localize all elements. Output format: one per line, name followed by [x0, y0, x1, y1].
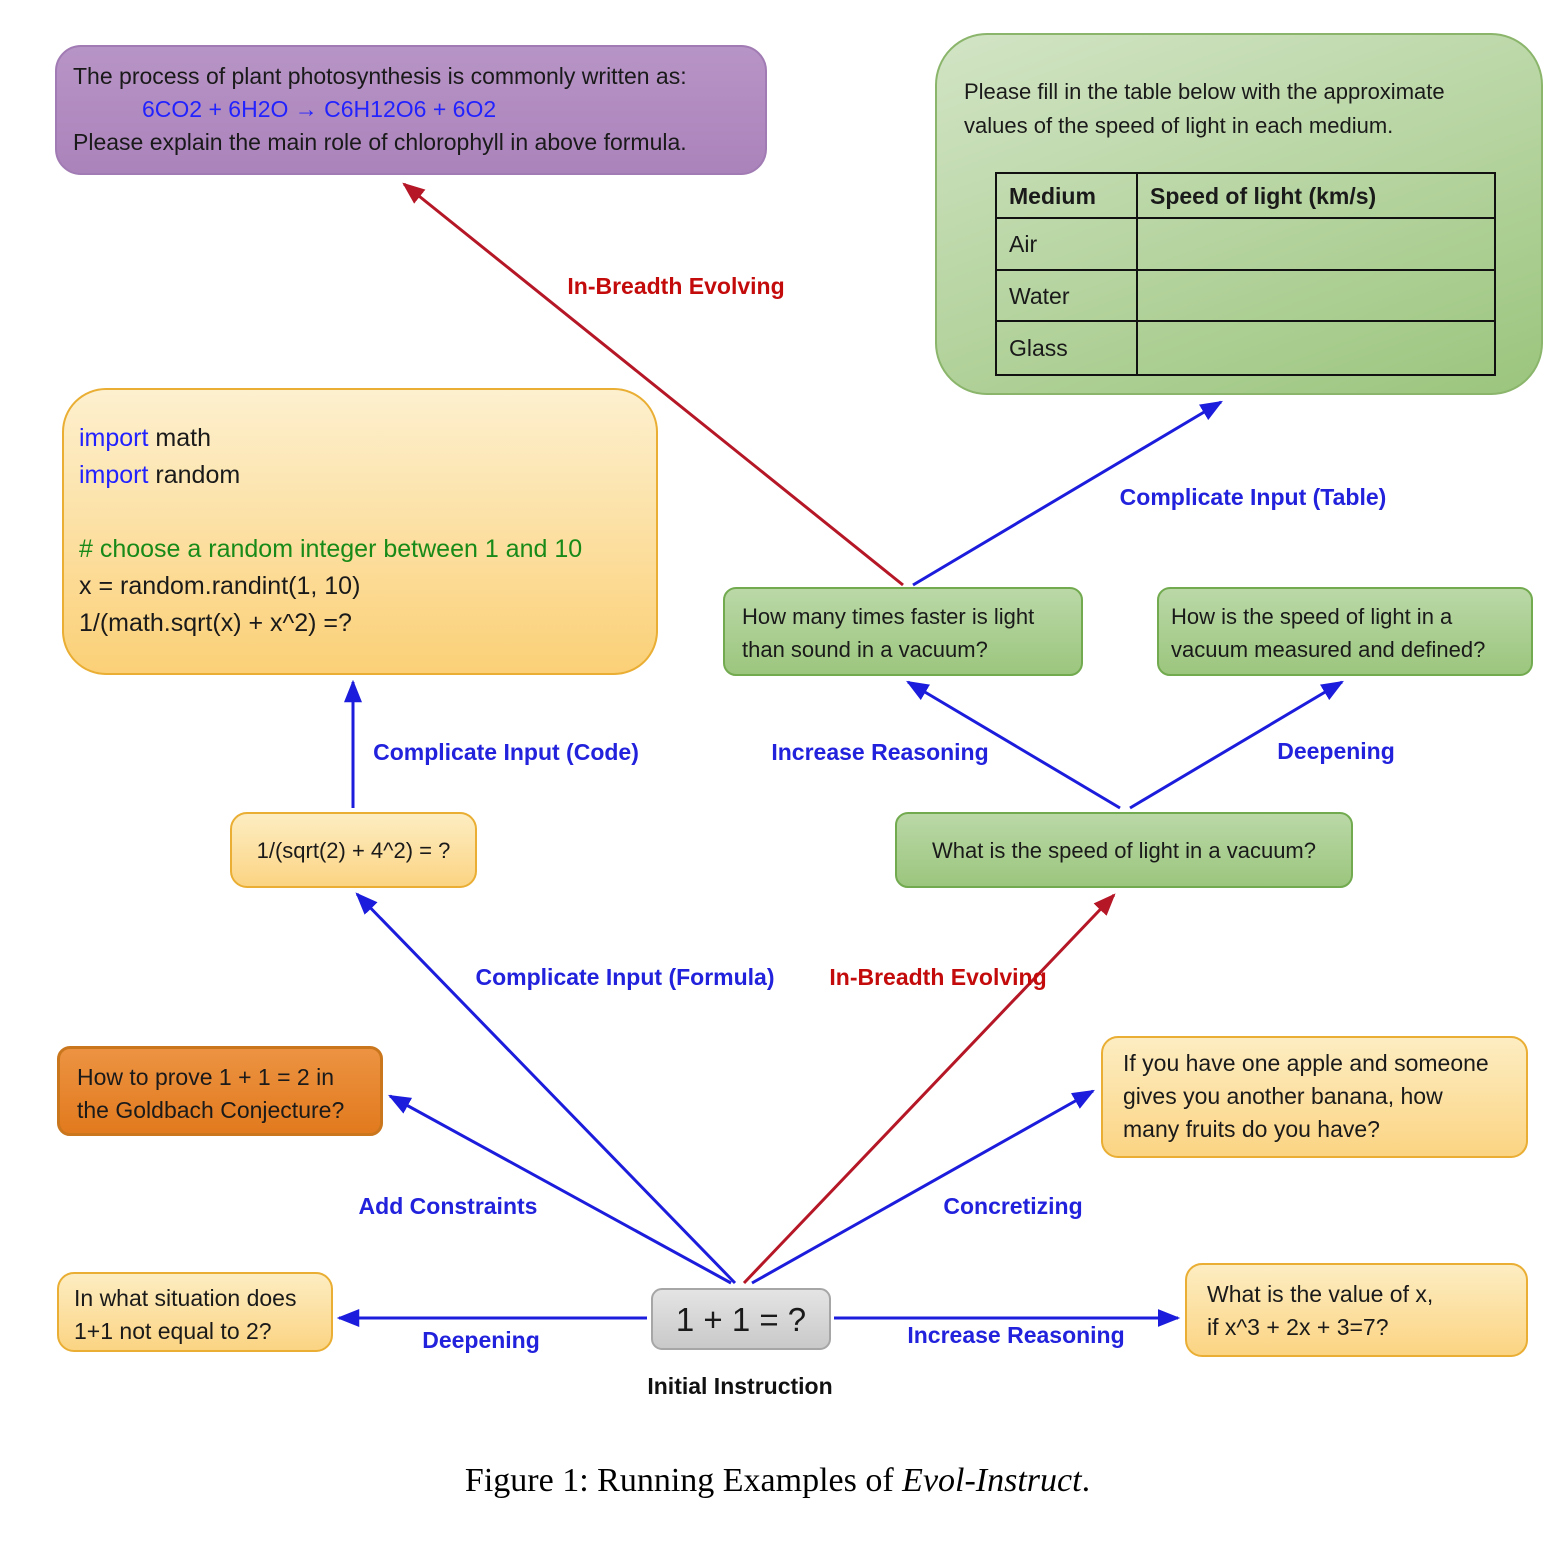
photosynthesis-formula: 6CO2 + 6H2O → C6H12O6 + 6O2: [142, 96, 497, 122]
goldbach-box: [57, 1046, 383, 1136]
photosynthesis-line2: Please explain the main role of chlorophyll in above formula.: [73, 129, 687, 155]
arrow-label-increase-reasoning-top: Increase Reasoning: [771, 739, 989, 765]
arrow-label-concretizing: Concretizing: [943, 1193, 1083, 1219]
initial-instruction-box: [651, 1288, 831, 1350]
table-row: [996, 270, 1495, 321]
formula-box: [230, 812, 477, 888]
arrow-in-breadth-bottom: [744, 895, 1114, 1283]
code-line: [79, 420, 646, 457]
vacuum-measured-line1: How is the speed of light in a: [1171, 604, 1453, 629]
goldbach-line1: How to prove 1 + 1 = 2 in: [77, 1064, 334, 1090]
vacuum-measured-line2: vacuum measured and defined?: [1171, 637, 1486, 662]
arrow-label-in-breadth-top: In-Breadth Evolving: [567, 273, 785, 299]
code-keyword: import: [79, 424, 149, 452]
value-x-box: [1185, 1263, 1528, 1357]
value-x-line2: if x^3 + 2x + 3=7?: [1207, 1314, 1389, 1340]
table-cell-value: [1137, 270, 1495, 321]
situation-line1: In what situation does: [74, 1285, 297, 1311]
speed-table-intro-line2: values of the speed of light in each medium.: [964, 113, 1394, 138]
arrow-add-constraints: [390, 1096, 731, 1283]
arrow-label-deepening-bottom: Deepening: [422, 1327, 540, 1353]
apple-banana-line1: If you have one apple and someone: [1123, 1050, 1489, 1076]
faster-light-line2: than sound in a vacuum?: [742, 637, 988, 662]
code-text: random: [148, 461, 241, 489]
table-cell-value: [1137, 218, 1495, 270]
apple-banana-line2: gives you another banana, how: [1123, 1083, 1443, 1109]
code-keyword: import: [79, 461, 149, 489]
vacuum-measured-box: [1157, 587, 1533, 676]
goldbach-line2: the Goldbach Conjecture?: [77, 1097, 345, 1123]
arrow-label-add-constraints: Add Constraints: [358, 1193, 538, 1219]
code-line: 1/(math.sqrt(x) + x^2) =?: [79, 609, 352, 637]
arrow-label-complicate-code: Complicate Input (Code): [373, 739, 639, 765]
table-header-medium: Medium: [996, 173, 1137, 218]
table-cell-value: [1137, 321, 1495, 375]
table-row: [996, 218, 1495, 270]
figure-caption-suffix: .: [1081, 1462, 1091, 1499]
table-cell-medium: Water: [996, 270, 1137, 321]
speed-table-box: [935, 33, 1543, 395]
apple-banana-box: [1101, 1036, 1528, 1158]
table-cell-medium: Glass: [996, 321, 1137, 375]
faster-light-line1: How many times faster is light: [742, 604, 1035, 629]
figure-caption-emphasis: Evol-Instruct: [902, 1462, 1082, 1499]
code-blank-line: [79, 494, 646, 531]
speed-of-light-question-box: [895, 812, 1353, 888]
code-text: math: [148, 424, 211, 452]
arrow-concretizing: [752, 1091, 1093, 1283]
initial-instruction-label: Initial Instruction: [647, 1373, 833, 1399]
photosynthesis-box: [55, 45, 767, 175]
speed-table-intro-line1: Please fill in the table below with the approximate: [964, 79, 1445, 104]
arrow-complicate-formula: [357, 894, 735, 1283]
initial-instruction-text: 1 + 1 = ?: [675, 1300, 807, 1338]
figure-caption: [0, 1462, 1555, 1500]
photosynthesis-line1: The process of plant photosynthesis is commonly written as:: [73, 63, 687, 89]
figure-caption-prefix: Figure 1: Running Examples of: [464, 1462, 903, 1499]
situation-line2: 1+1 not equal to 2?: [74, 1318, 272, 1344]
table-row: [996, 321, 1495, 375]
arrow-label-deepening-top: Deepening: [1277, 738, 1395, 764]
code-comment: # choose a random integer between 1 and 10: [79, 535, 583, 563]
apple-banana-line3: many fruits do you have?: [1123, 1116, 1380, 1142]
table-header-speed: Speed of light (km/s): [1137, 173, 1495, 218]
formula-text: 1/(sqrt(2) + 4^2) = ?: [256, 837, 451, 863]
arrow-label-complicate-table: Complicate Input (Table): [1119, 484, 1387, 510]
code-box: [62, 388, 658, 675]
speed-of-light-question: What is the speed of light in a vacuum?: [932, 837, 1316, 863]
arrow-label-complicate-formula: Complicate Input (Formula): [475, 964, 775, 990]
value-x-line1: What is the value of x,: [1207, 1281, 1434, 1307]
code-line: x = random.randint(1, 10): [79, 572, 361, 600]
arrow-label-in-breadth-bottom: In-Breadth Evolving: [829, 964, 1047, 990]
situation-box: [57, 1272, 333, 1352]
table-cell-medium: Air: [996, 218, 1137, 270]
speed-of-light-table: [995, 172, 1496, 376]
arrow-label-increase-reasoning-bottom: Increase Reasoning: [907, 1322, 1125, 1348]
faster-light-box: [723, 587, 1083, 676]
table-header-row: [996, 173, 1495, 218]
code-line: [79, 457, 646, 494]
